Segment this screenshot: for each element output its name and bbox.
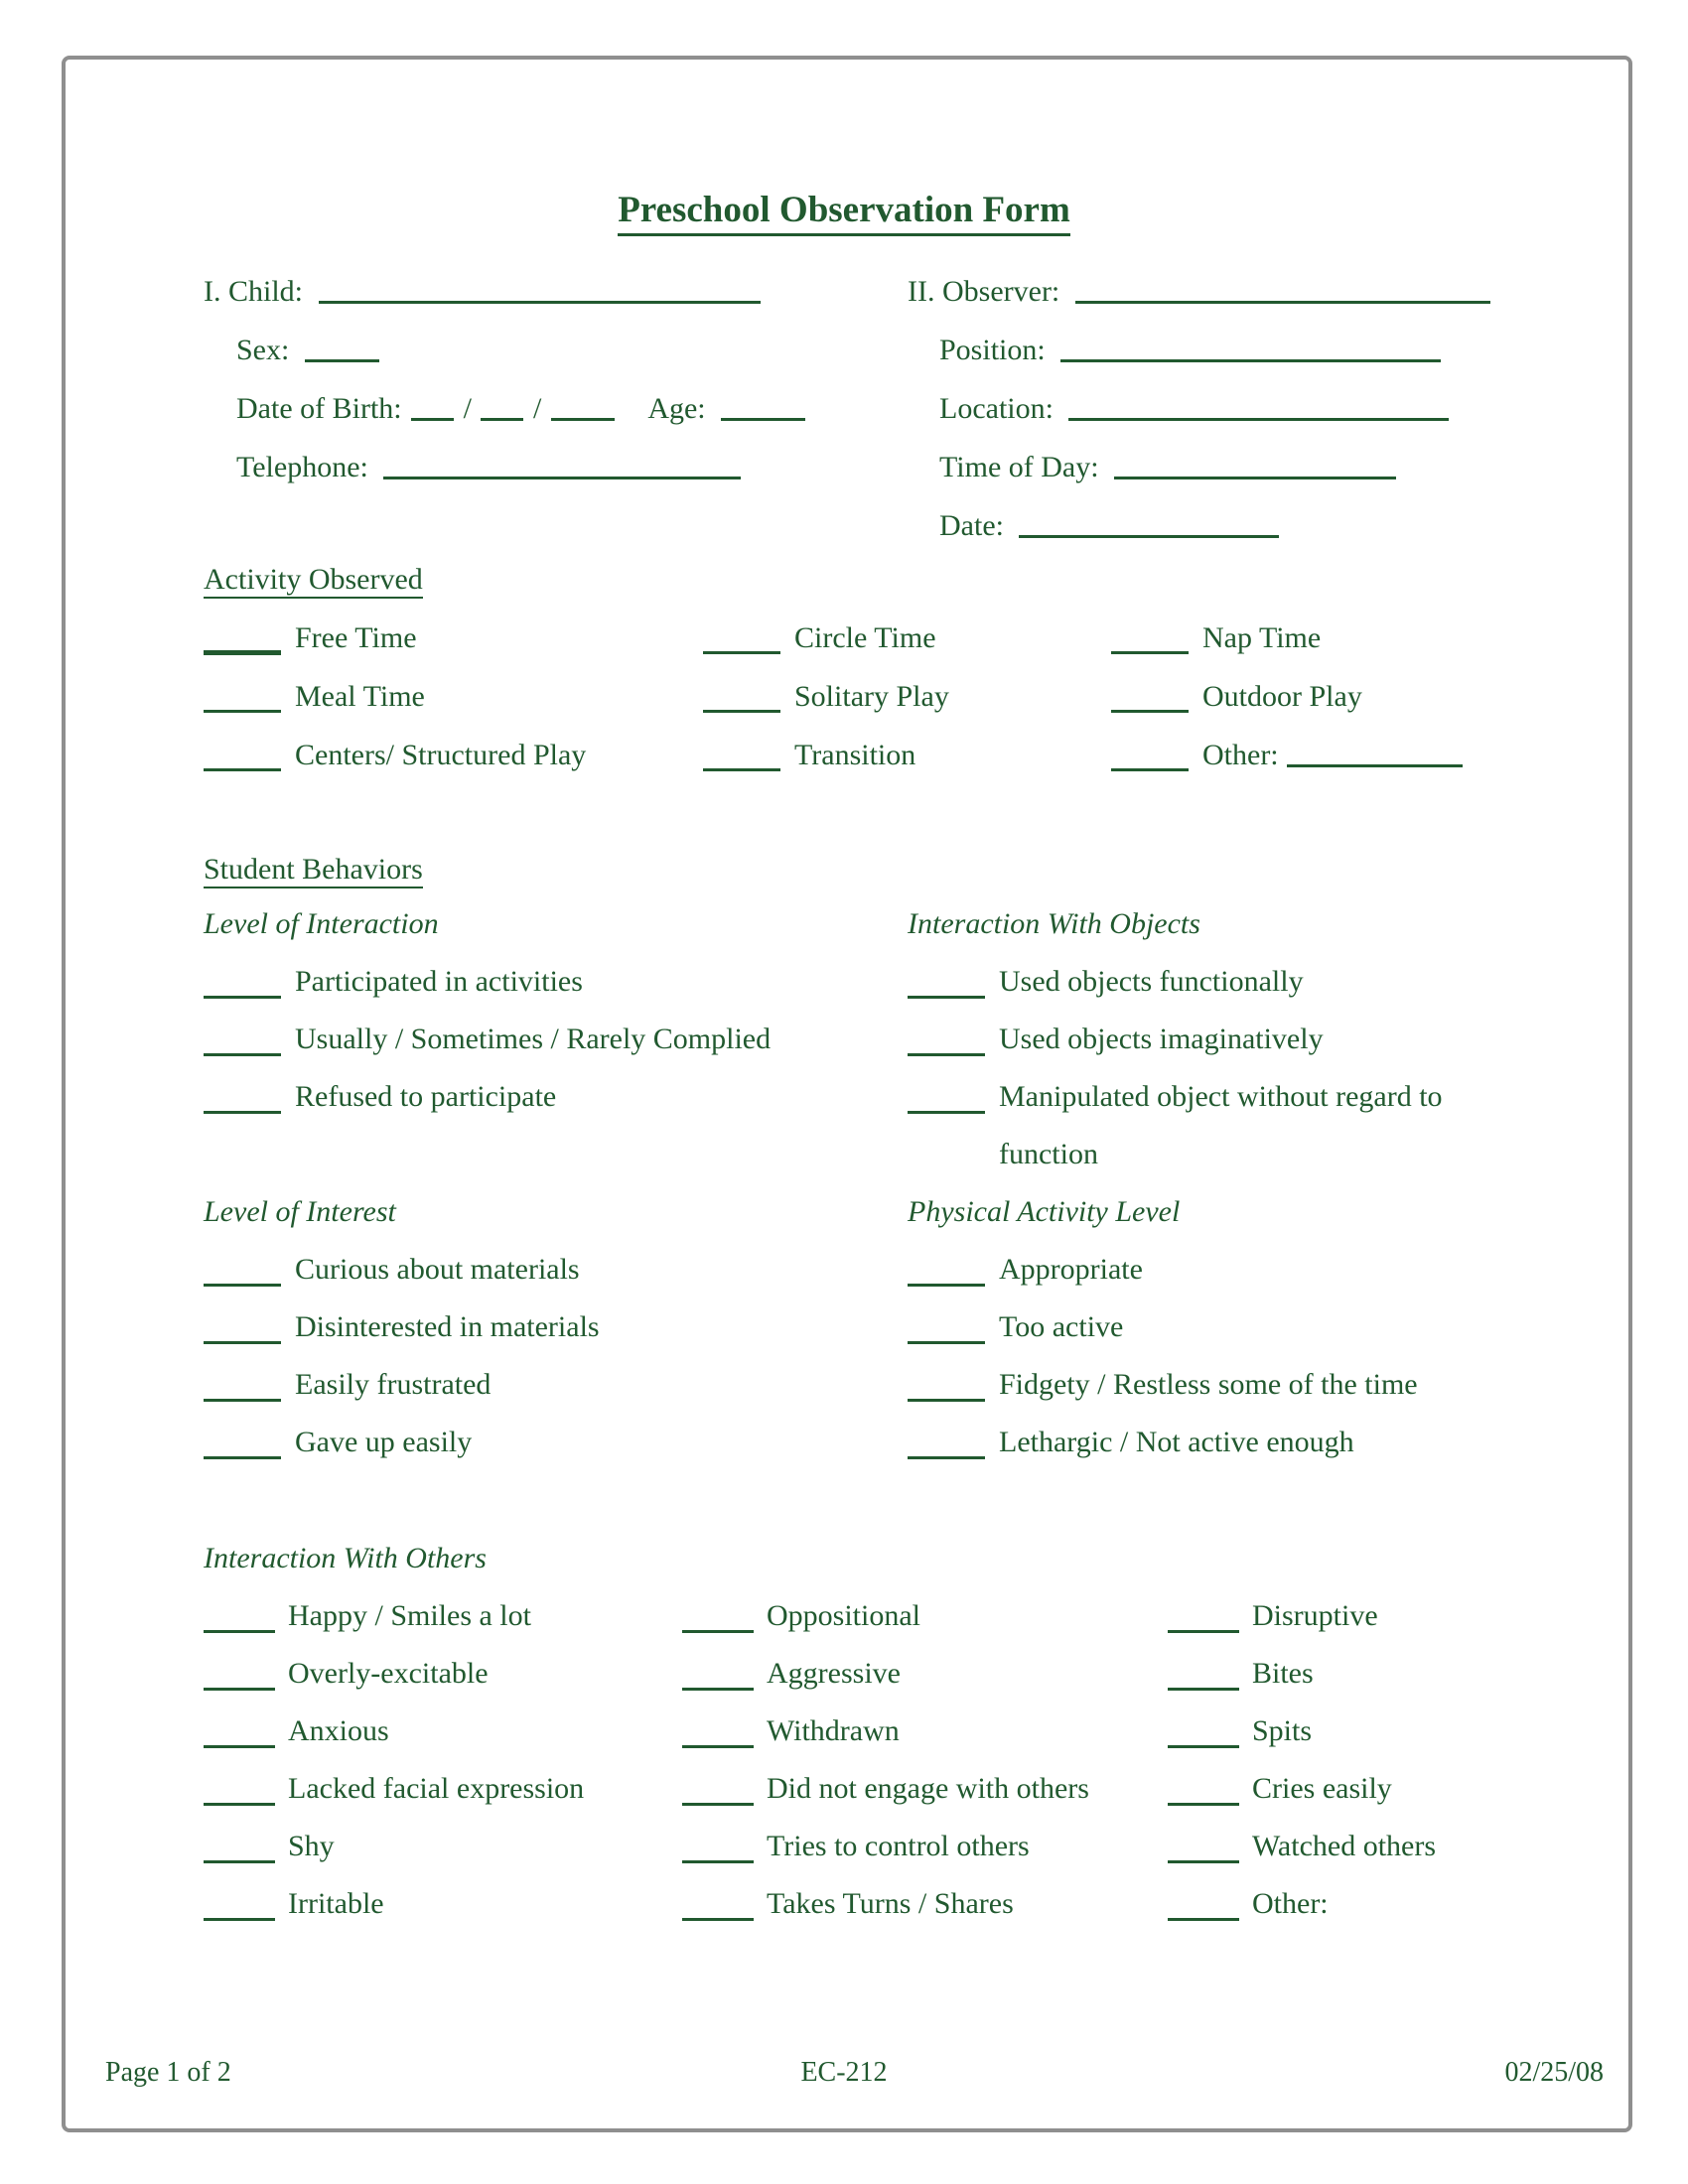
activity-option [204, 609, 703, 667]
behavior-columns [204, 895, 1505, 1471]
behavior-item-label: Bites [1252, 1657, 1314, 1690]
behavior-item-label: Disinterested in materials [295, 1310, 600, 1343]
behavior-item-label: Watched others [1252, 1830, 1437, 1862]
behavior-item-label: Spits [1252, 1714, 1313, 1747]
checkbox-blank [204, 1456, 281, 1459]
behavior-item-label: Fidgety / Restless some of the time [999, 1368, 1418, 1401]
position-label: Position: [939, 334, 1046, 366]
behavior-item [1168, 1818, 1643, 1875]
checkbox-blank [908, 1456, 985, 1459]
group-title-level-of-interaction: Level of Interaction [204, 907, 439, 940]
behavior-item [682, 1760, 1168, 1818]
behavior-item [204, 1703, 682, 1760]
form-title [0, 189, 1688, 231]
behavior-item-label: Easily frustrated [295, 1368, 492, 1401]
checkbox-blank [204, 1341, 281, 1344]
dob-label: Date of Birth: [236, 392, 402, 425]
form-title-text: Preschool Observation Form [618, 190, 1070, 236]
checkbox-blank [204, 1399, 281, 1402]
footer-page-number: Page 1 of 2 [105, 2057, 231, 2088]
behavior-item-label: Lacked facial expression [288, 1772, 585, 1805]
activity-observed-section [204, 550, 1504, 784]
dob-separator: / [463, 392, 472, 425]
checkbox-blank [1168, 1860, 1239, 1863]
checkbox-blank [204, 996, 281, 999]
behavior-item [908, 953, 1505, 1011]
checkbox-blank [204, 1053, 281, 1056]
behavior-item-label: Manipulated object without regard to function [999, 1080, 1443, 1170]
child-name-blank [319, 301, 761, 304]
behavior-item-label: Used objects functionally [999, 965, 1304, 998]
observer-name-blank [1075, 301, 1490, 304]
behavior-item-label: Withdrawn [767, 1714, 900, 1747]
behavior-item [204, 953, 908, 1011]
child-label: I. Child: [204, 275, 304, 308]
time-of-day-label: Time of Day: [939, 451, 1099, 483]
activity-option-label: Other: [1202, 739, 1279, 771]
interaction-with-others-section [204, 1530, 1643, 1933]
activity-option [204, 667, 703, 726]
checkbox-blank [1168, 1803, 1239, 1806]
checkbox-blank [703, 651, 780, 654]
behavior-item [908, 1414, 1505, 1471]
other-activity-blank [1287, 764, 1463, 767]
footer-form-code: EC-212 [800, 2057, 888, 2088]
checkbox-blank [908, 1053, 985, 1056]
activity-option-label: Meal Time [295, 680, 425, 713]
behavior-item [908, 1068, 1505, 1183]
student-behaviors-heading: Student Behaviors [204, 853, 423, 888]
behavior-item [204, 1414, 908, 1471]
behavior-item-label: Anxious [288, 1714, 389, 1747]
activity-option-other [1111, 726, 1504, 784]
checkbox-blank [682, 1688, 754, 1691]
behavior-item [908, 1011, 1505, 1068]
checkbox-blank [908, 1399, 985, 1402]
time-of-day-blank [1114, 477, 1396, 479]
behavior-item-label: Curious about materials [295, 1253, 580, 1286]
checkbox-blank [908, 1341, 985, 1344]
checkbox-blank [1168, 1918, 1239, 1921]
dob-year-blank [551, 418, 615, 421]
activity-option [204, 726, 703, 784]
behavior-item [204, 1298, 908, 1356]
behavior-item-label: Other: [1252, 1887, 1329, 1920]
behavior-item-label: Appropriate [999, 1253, 1143, 1286]
checkbox-blank [1168, 1688, 1239, 1691]
spacer-row [204, 1126, 908, 1183]
checkbox-blank [204, 1803, 275, 1806]
behavior-item [204, 1818, 682, 1875]
behavior-item-label: Irritable [288, 1887, 384, 1920]
sex-label: Sex: [236, 334, 290, 366]
checkbox-blank [204, 650, 281, 655]
activity-heading: Activity Observed [204, 563, 423, 599]
group-title-physical-activity-level: Physical Activity Level [908, 1195, 1181, 1228]
activity-option-label: Circle Time [794, 621, 936, 654]
behavior-item [204, 1011, 908, 1068]
behavior-item [908, 1241, 1505, 1298]
behavior-item-label: Usually / Sometimes / Rarely Complied [295, 1023, 772, 1055]
behavior-item-label: Tries to control others [767, 1830, 1030, 1862]
activity-heading-row [204, 550, 1504, 609]
activity-option [703, 609, 1111, 667]
observer-label: II. Observer: [908, 275, 1060, 308]
checkbox-blank [703, 710, 780, 713]
checkbox-blank [204, 1111, 281, 1114]
activity-option-label: Free Time [295, 621, 417, 654]
checkbox-blank [204, 1745, 275, 1748]
behavior-item-label: Happy / Smiles a lot [288, 1599, 531, 1632]
location-blank [1068, 418, 1449, 421]
checkbox-blank [1111, 651, 1189, 654]
telephone-blank [383, 477, 741, 479]
student-behaviors-heading-row [204, 840, 423, 898]
behavior-item [682, 1703, 1168, 1760]
checkbox-blank [682, 1745, 754, 1748]
behavior-item [1168, 1760, 1643, 1818]
activity-option-label: Outdoor Play [1202, 680, 1362, 713]
checkbox-blank [682, 1860, 754, 1863]
age-label: Age: [647, 392, 706, 425]
behavior-item-label: Used objects imaginatively [999, 1023, 1324, 1055]
checkbox-blank [204, 1284, 281, 1287]
group-title-level-of-interest: Level of Interest [204, 1195, 396, 1228]
behavior-item [204, 1645, 682, 1703]
checkbox-blank [204, 1630, 275, 1633]
telephone-field-row [204, 438, 805, 496]
location-field-row [908, 379, 1490, 438]
child-info-column [204, 262, 805, 496]
behavior-item [682, 1875, 1168, 1933]
date-field-row [908, 496, 1490, 555]
activity-option [1111, 667, 1504, 726]
behavior-item-label: Did not engage with others [767, 1772, 1089, 1805]
behavior-item [682, 1645, 1168, 1703]
footer-date: 02/25/08 [1504, 2057, 1604, 2088]
behavior-item-label: Lethargic / Not active enough [999, 1426, 1354, 1458]
checkbox-blank [1168, 1630, 1239, 1633]
time-of-day-field-row [908, 438, 1490, 496]
behavior-item-label: Shy [288, 1830, 335, 1862]
activity-option-label: Solitary Play [794, 680, 949, 713]
activity-option-label: Nap Time [1202, 621, 1322, 654]
dob-field-row [204, 379, 805, 438]
dob-separator: / [532, 392, 542, 425]
behavior-item-label: Overly-excitable [288, 1657, 489, 1690]
checkbox-blank [682, 1803, 754, 1806]
student-behaviors-section [204, 895, 1505, 1471]
location-label: Location: [939, 392, 1054, 425]
dob-day-blank [481, 418, 523, 421]
group-title-interaction-with-others: Interaction With Others [204, 1542, 487, 1574]
behavior-item-label: Too active [999, 1310, 1124, 1343]
behavior-item [204, 1356, 908, 1414]
checkbox-blank [908, 1284, 985, 1287]
checkbox-blank [204, 1918, 275, 1921]
observer-field-row [908, 262, 1490, 321]
group-title-interaction-with-objects: Interaction With Objects [908, 907, 1200, 940]
activity-option-label: Centers/ Structured Play [295, 739, 587, 771]
behavior-left-column [204, 895, 908, 1471]
checkbox-blank [908, 1111, 985, 1114]
position-blank [1060, 359, 1441, 362]
child-field-row [204, 262, 805, 321]
activity-option [703, 726, 1111, 784]
dob-month-blank [411, 418, 454, 421]
behavior-item-label: Aggressive [767, 1657, 901, 1690]
sex-field-row [204, 321, 805, 379]
behavior-item-label: Oppositional [767, 1599, 920, 1632]
behavior-item-label: Refused to participate [295, 1080, 557, 1113]
checkbox-blank [204, 710, 281, 713]
position-field-row [908, 321, 1490, 379]
behavior-item [204, 1875, 682, 1933]
activity-option [1111, 609, 1504, 667]
checkbox-blank [1168, 1745, 1239, 1748]
behavior-item-other [1168, 1875, 1643, 1933]
checkbox-blank [682, 1918, 754, 1921]
activity-options-grid [204, 609, 1504, 784]
checkbox-blank [682, 1630, 754, 1633]
behavior-item [1168, 1587, 1643, 1645]
behavior-item [204, 1068, 908, 1126]
checkbox-blank [908, 996, 985, 999]
age-blank [721, 418, 805, 421]
observer-info-column [908, 262, 1490, 555]
checkbox-blank [204, 1860, 275, 1863]
checkbox-blank [204, 1688, 275, 1691]
behavior-item-label: Takes Turns / Shares [767, 1887, 1014, 1920]
sex-blank [305, 359, 379, 362]
behavior-item [908, 1298, 1505, 1356]
behavior-item-label: Gave up easily [295, 1426, 473, 1458]
behavior-item-label: Cries easily [1252, 1772, 1392, 1805]
behavior-item [204, 1760, 682, 1818]
behavior-item [204, 1587, 682, 1645]
behavior-item-label: Participated in activities [295, 965, 583, 998]
date-blank [1019, 535, 1279, 538]
telephone-label: Telephone: [236, 451, 368, 483]
activity-option-label: Transition [794, 739, 916, 771]
behavior-item [908, 1356, 1505, 1414]
activity-option [703, 667, 1111, 726]
date-label: Date: [939, 509, 1004, 542]
behavior-item [1168, 1703, 1643, 1760]
interaction-with-others-grid [204, 1587, 1643, 1933]
behavior-item [1168, 1645, 1643, 1703]
behavior-right-column [908, 895, 1505, 1471]
checkbox-blank [1111, 710, 1189, 713]
behavior-item [682, 1818, 1168, 1875]
behavior-item-label: Disruptive [1252, 1599, 1378, 1632]
behavior-item [682, 1587, 1168, 1645]
checkbox-blank [1111, 768, 1189, 771]
checkbox-blank [204, 768, 281, 771]
checkbox-blank [703, 768, 780, 771]
behavior-item [204, 1241, 908, 1298]
